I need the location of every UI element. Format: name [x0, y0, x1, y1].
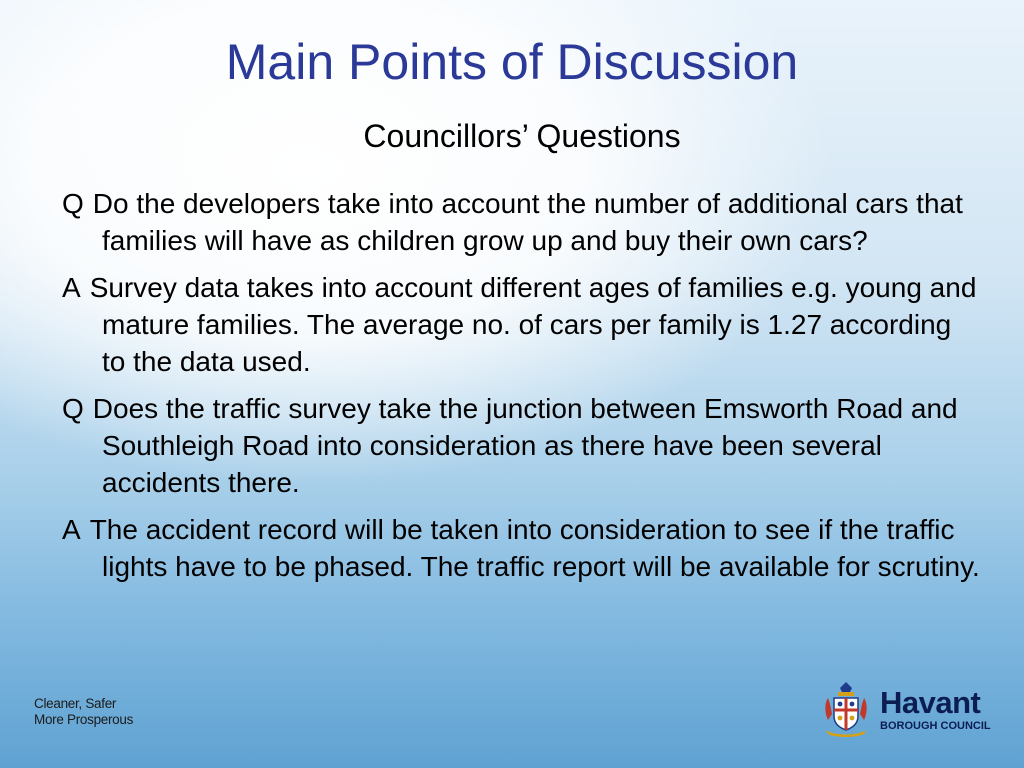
- paragraph-prefix: A: [62, 514, 81, 545]
- footer-tagline: [34, 696, 133, 728]
- paragraph-prefix: A: [62, 272, 81, 303]
- paragraph-text: Does the traffic survey take the junction between Emsworth Road and Southleigh Road into consideration as there have been several accidents there.: [92, 393, 958, 498]
- logo-subtitle: BOROUGH COUNCIL: [880, 720, 991, 732]
- paragraph-text: Do the developers take into account the number of additional cars that families will have as children grow up and buy their own cars?: [92, 188, 963, 256]
- slide-title: Main Points of Discussion: [225, 34, 799, 90]
- tagline-line-1: Cleaner, Safer: [34, 696, 117, 711]
- paragraph-prefix: Q: [62, 393, 84, 424]
- answer-paragraph: [62, 511, 982, 585]
- question-paragraph: [62, 390, 982, 501]
- slide-subtitle: Councillors’ Questions: [363, 118, 681, 154]
- paragraph-text: Survey data takes into account different ages of families e.g. young and mature families. The average no. of cars per family is 1.27 according to the data used.: [89, 272, 977, 377]
- paragraph-prefix: Q: [62, 188, 84, 219]
- question-paragraph: [62, 185, 982, 259]
- answer-paragraph: [62, 269, 982, 380]
- logo-name: Havant: [880, 685, 981, 720]
- tagline-line-2: More Prosperous: [34, 712, 134, 727]
- havant-logo: [820, 680, 1000, 740]
- council-crest-icon: [820, 680, 872, 738]
- slide-body: [62, 185, 982, 595]
- paragraph-text: The accident record will be taken into consideration to see if the traffic lights have to be phased. The traffic report will be available for scrutiny.: [89, 514, 980, 582]
